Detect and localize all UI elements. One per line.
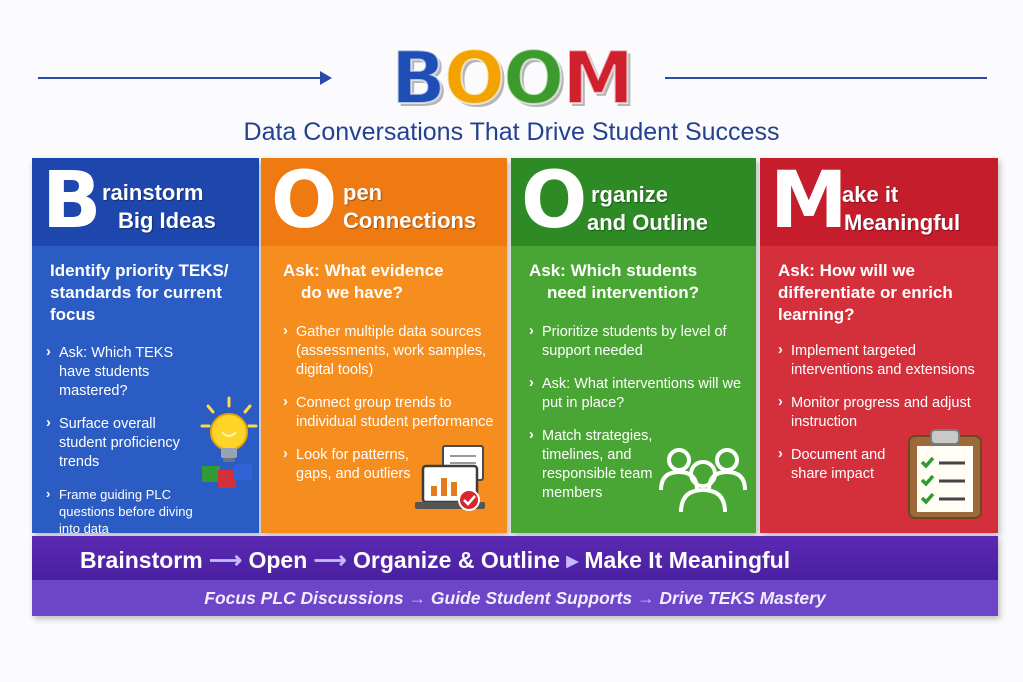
column-body <box>261 246 507 533</box>
lead-line: focus <box>50 305 96 324</box>
column-heading-line1: rainstorm <box>102 180 204 205</box>
arrow-icon: → <box>408 588 427 608</box>
column-lead <box>283 260 498 304</box>
column-body <box>760 246 998 533</box>
lightbulb-puzzle-icon <box>200 396 258 492</box>
team-people-icon <box>653 446 753 516</box>
bullet-list <box>46 344 206 551</box>
column-organize-outline <box>511 158 756 533</box>
lead-line: do we have? <box>301 283 404 302</box>
column-letter: O <box>271 156 338 246</box>
title-letter-b: B <box>391 36 444 120</box>
column-letter: B <box>42 156 102 246</box>
lead-line: learning? <box>778 305 855 324</box>
lead-line: Ask: How will we <box>778 261 915 280</box>
column-open-connections <box>261 158 507 533</box>
column-make-meaningful <box>760 158 998 533</box>
process-banner <box>32 536 998 616</box>
arrow-icon: ▸ <box>566 547 578 573</box>
bullet-item: › Match strategies, timelines, and responsible team members <box>529 427 669 503</box>
banner-steps <box>32 545 998 575</box>
column-heading-line2: and Outline <box>587 210 708 235</box>
clipboard-checklist-icon <box>905 426 985 522</box>
column-heading-line1: rganize <box>591 182 669 207</box>
column-heading-line2: Big Ideas <box>118 208 216 233</box>
column-body <box>511 246 756 533</box>
arrow-icon: ⟶ <box>209 547 243 573</box>
laptop-chart-icon <box>413 444 501 518</box>
lead-line: differentiate or enrich <box>778 283 953 302</box>
bullet-item: › Monitor progress and adjust instruction <box>778 394 993 432</box>
column-body <box>32 246 259 536</box>
bullet-item: › Ask: Which TEKS have students mastered? <box>46 344 206 401</box>
step-open: Open <box>248 547 308 573</box>
column-heading-line2: Connections <box>343 208 477 233</box>
lead-line: Ask: What evidence <box>283 261 444 280</box>
lead-line: standards for current <box>50 283 222 302</box>
title-letter-o1: O <box>443 36 504 120</box>
lead-line: Ask: Which students <box>529 261 698 280</box>
title-letter-m: M <box>562 36 632 120</box>
bullet-item: › Frame guiding PLC questions before diving into data <box>46 486 206 537</box>
bullet-item: › Connect group trends to individual student performance <box>283 394 501 432</box>
boom-title <box>0 38 1023 118</box>
sub-step-guide: Guide Student Supports <box>430 588 633 608</box>
bullet-item: › Look for patterns, gaps, and outliers <box>283 446 413 484</box>
column-heading-line1: pen <box>343 180 383 205</box>
bullet-item: › Document and share impact <box>778 446 898 484</box>
column-letter: M <box>770 156 848 246</box>
subtitle: Data Conversations That Drive Student Success <box>243 118 780 146</box>
lead-line: Identify priority TEKS/ <box>50 261 229 280</box>
column-header <box>760 158 998 246</box>
column-brainstorm <box>32 156 259 536</box>
arrow-icon: ⟶ <box>313 547 347 573</box>
step-organize-outline: Organize & Outline <box>353 547 561 573</box>
column-heading-line1: ake it <box>842 182 899 207</box>
column-letter: O <box>521 156 588 246</box>
column-header <box>511 158 756 246</box>
step-brainstorm: Brainstorm <box>80 547 203 573</box>
sub-step-drive: Drive TEKS Mastery <box>659 588 826 608</box>
column-header <box>32 158 259 246</box>
sub-step-focus: Focus PLC Discussions <box>204 588 404 608</box>
step-make-meaningful: Make It Meaningful <box>584 547 791 573</box>
lead-line: need intervention? <box>547 283 700 302</box>
column-heading-line2: Meaningful <box>844 210 961 235</box>
banner-sub-steps <box>32 586 998 610</box>
bullet-item: › Ask: What interventions will we put in place? <box>529 375 744 413</box>
bullet-item: › Prioritize students by level of support needed <box>529 323 744 361</box>
bullet-item: › Surface overall student proficiency trends <box>46 415 206 472</box>
column-lead <box>778 260 993 326</box>
column-lead <box>529 260 749 304</box>
bullet-item: › Implement targeted interventions and extensions <box>778 342 993 380</box>
title-letter-o2: O <box>503 36 563 120</box>
column-lead <box>50 260 255 326</box>
bullet-item: › Gather multiple data sources (assessments, work samples, digital tools) <box>283 323 501 380</box>
arrow-icon: → <box>637 588 655 608</box>
column-header <box>261 158 507 246</box>
